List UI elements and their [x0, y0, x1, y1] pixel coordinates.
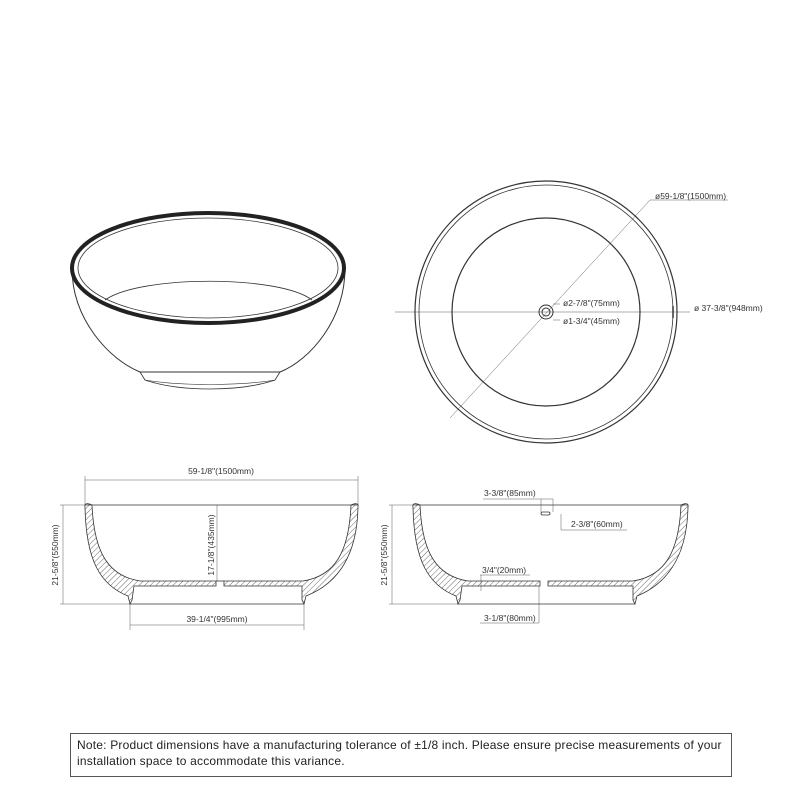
outer-diameter-label: ø59-1/8"(1500mm) [655, 191, 727, 201]
front-height-label: 21-5/8"(550mm) [50, 524, 60, 586]
tolerance-note: Note: Product dimensions have a manufacturing tolerance of ±1/8 inch. Please ensure precise measurements of your installation space to accommodate this variance. [70, 733, 732, 777]
perspective-bowl [72, 213, 345, 389]
top-view [395, 181, 728, 443]
drain-inner-label: ø1-3/4"(45mm) [563, 316, 620, 326]
front-width-label: 59-1/8"(1500mm) [188, 466, 254, 476]
front-depth-label: 17-1/8"(435mm) [206, 514, 216, 576]
drain-outer-label: ø2-7/8"(75mm) [563, 298, 620, 308]
side-height-label: 21-5/8"(550mm) [379, 524, 389, 586]
drain-offset-label: 3-1/8"(80mm) [484, 613, 536, 623]
overflow-offset-label: 3-3/8"(85mm) [484, 488, 536, 498]
side-section-view [389, 499, 688, 623]
overflow-drop-label: 2-3/8"(60mm) [571, 519, 623, 529]
inner-diameter-label: ø 37-3/8"(948mm) [694, 303, 763, 313]
base-width-label: 39-1/4"(995mm) [186, 614, 248, 624]
bottom-thickness-label: 3/4"(20mm) [482, 565, 527, 575]
